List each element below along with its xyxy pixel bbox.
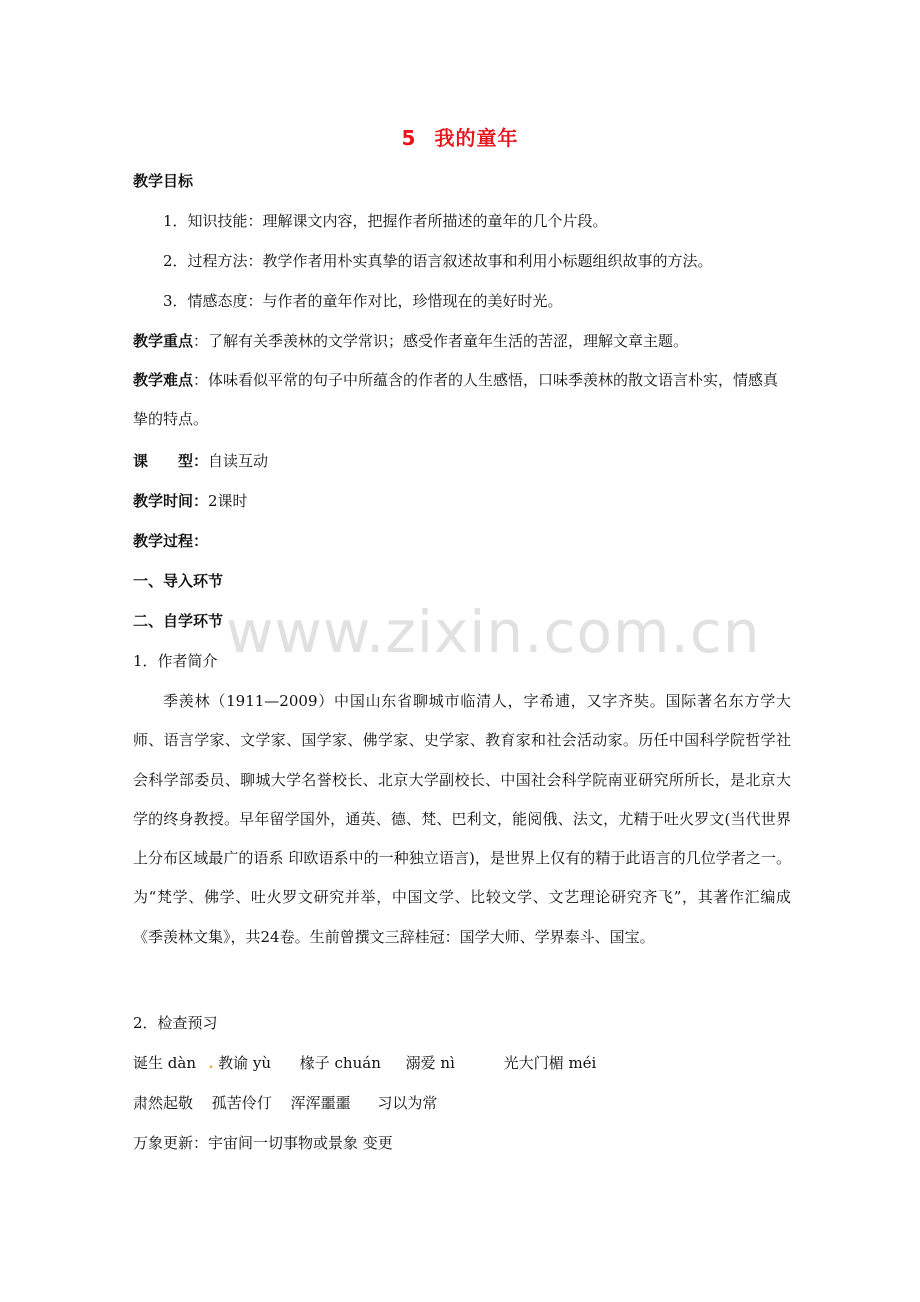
author-paragraph: 季羡林（1911—2009）中国山东省聊城市临清人，字希逋，又字齐奘。国际著名东方学大师、语言学家、文学家、国学家、佛学家、史学家、教育家和社会活动家。历任中国科学院哲学社会科学部委员、聊城大学名誉校长、北京大学副校长、中国社会科学院南亚研究所所长，是北京大学的终身教授。早年留学国外，通英、德、梵、巴利文，能阅俄、法文，尤精于吐火罗文(当代世界上分布区域最广的语系 印欧语系中的一种独立语言)，是世界上仅有的精于此语言的几位学者之一。为“梵学、佛学、吐火罗文研究并举，中国文学、比较文学、文艺理论研究齐飞”，其著作汇编成《季羡林文集》，共24卷。生前曾撰文三辞桂冠：国学大师、学界泰斗、国宝。 <box>133 692 791 946</box>
preview-heading: 2．检查预习 <box>133 1014 218 1032</box>
author-heading: 1．作者简介 <box>133 652 218 670</box>
difficulty-paragraph <box>133 361 793 439</box>
vocab-item: 肃然起敬 <box>133 1094 194 1112</box>
vocab-item: 习以为常 <box>377 1094 438 1112</box>
focus-label: 教学重点 <box>133 332 194 350</box>
lesson-type-line <box>133 451 268 471</box>
process-heading: 教学过程： <box>133 532 209 550</box>
section-selfstudy-heading: 二、自学环节 <box>133 612 224 630</box>
vocab-item: 诞生 dàn <box>133 1054 196 1072</box>
vocab-item: 椽子 chuán <box>299 1054 381 1072</box>
difficulty-text: ：体味看似平常的句子中所蕴含的作者的人生感悟，口味季羡林的散文语言朴实，情感真挚的特点。 <box>133 371 779 428</box>
vocab-row-1 <box>133 1053 596 1075</box>
section-intro-heading: 一、导入环节 <box>133 572 224 590</box>
goal-item-2: 2．过程方法：教学作者用朴实真挚的语言叙述故事和利用小标题组织故事的方法。 <box>163 252 713 270</box>
difficulty-label: 教学难点 <box>133 371 194 389</box>
vocab-item: 光大门楣 méi <box>503 1054 597 1072</box>
lesson-time-line <box>133 491 248 511</box>
page-title <box>0 122 920 151</box>
vocab-item: 溺爱 nì <box>405 1054 455 1072</box>
watermark: www.zixin.com.cn <box>226 598 761 666</box>
dot-mark: . <box>208 1057 214 1072</box>
lesson-time-label: 教学时间： <box>133 492 209 510</box>
vocab-row-3: 万象更新：宇宙间一切事物或景象 变更 <box>133 1134 393 1152</box>
lesson-type-value: 自读互动 <box>208 452 269 470</box>
focus-text: ：了解有关季羡林的文学常识；感受作者童年生活的苦涩，理解文章主题。 <box>193 332 689 350</box>
lesson-number: 5 <box>401 126 417 150</box>
focus-line <box>133 331 688 351</box>
lesson-time-value: 2课时 <box>208 492 248 510</box>
goals-heading: 教学目标 <box>133 172 194 190</box>
vocab-item: 孤苦伶仃 <box>211 1094 272 1112</box>
lesson-title: 我的童年 <box>434 126 519 150</box>
vocab-item: 浑浑噩噩 <box>290 1094 351 1112</box>
lesson-type-label: 课 型： <box>133 452 209 470</box>
vocab-item: 教谕 yù <box>218 1054 271 1072</box>
vocab-row-2 <box>133 1093 437 1113</box>
goal-item-3: 3．情感态度：与作者的童年作对比，珍惜现在的美好时光。 <box>163 292 563 310</box>
goal-item-1: 1．知识技能：理解课文内容，把握作者所描述的童年的几个片段。 <box>163 212 608 230</box>
